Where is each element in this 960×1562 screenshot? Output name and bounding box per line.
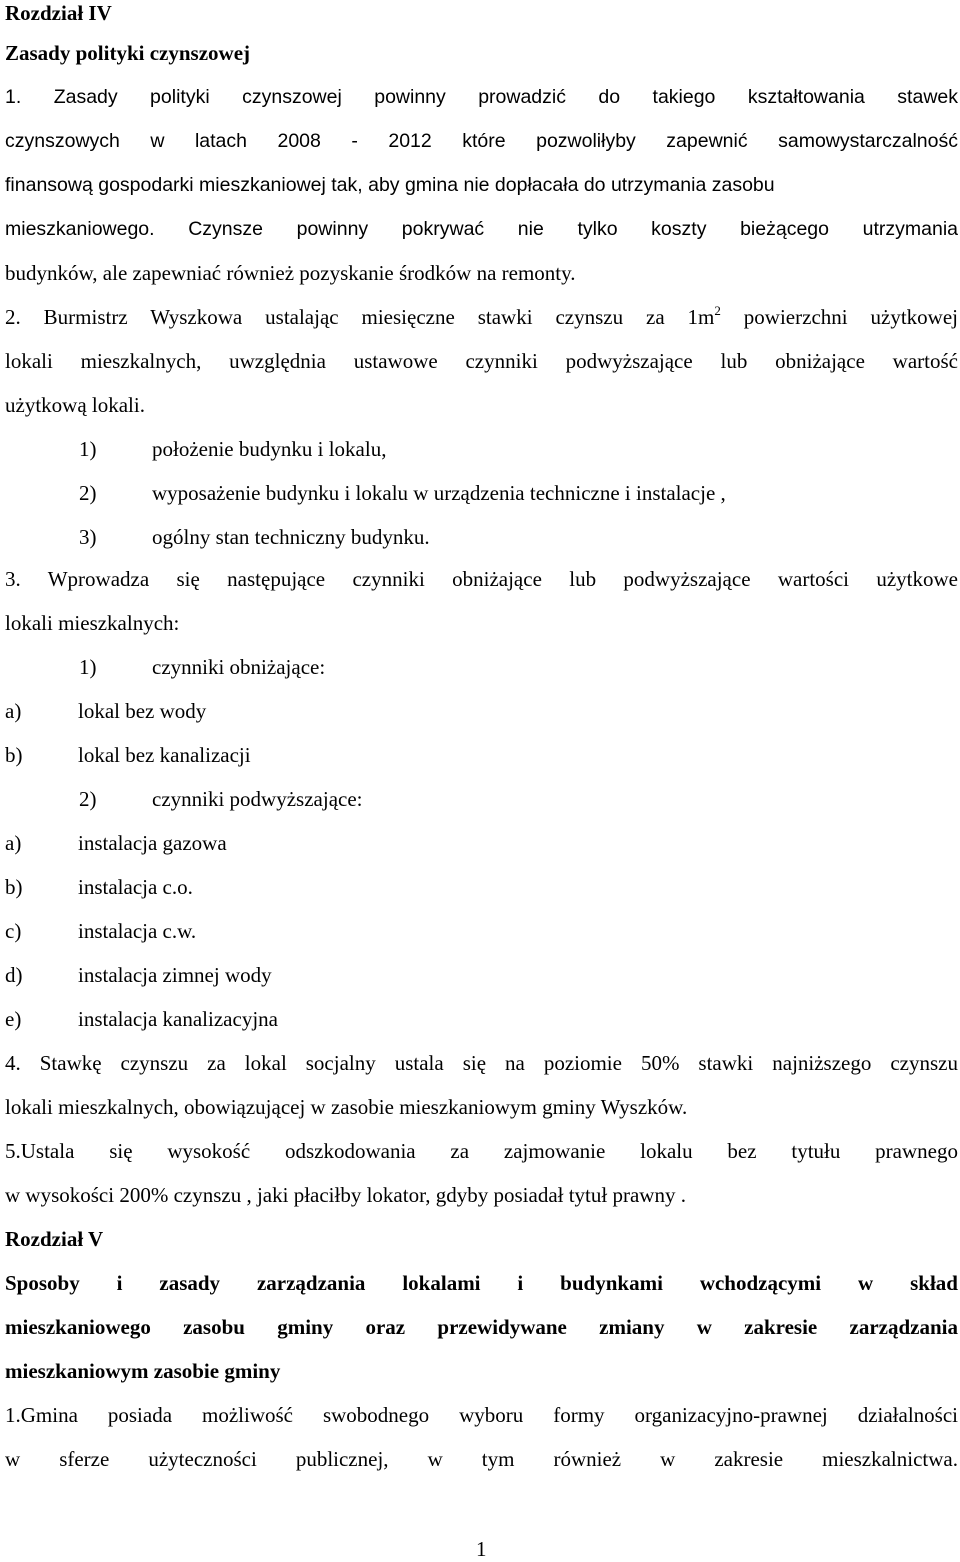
- factor-group-heading: [79, 654, 325, 680]
- factor-label: d): [5, 963, 23, 987]
- list-item: [79, 480, 726, 506]
- list-number: 2): [79, 481, 97, 505]
- factor-item: [5, 874, 193, 900]
- list-number: 1): [79, 437, 97, 461]
- paragraph-2-text-b: powierzchni użytkowej: [720, 305, 958, 329]
- factor-label: a): [5, 831, 22, 855]
- list-text: ogólny stan techniczny budynku.: [152, 525, 430, 549]
- factor-text: instalacja c.o.: [78, 875, 193, 899]
- factor-item: [5, 962, 272, 988]
- list-item: [79, 524, 430, 550]
- paragraph-1-line: mieszkaniowego. Czynsze powinny pokrywać nie tylko koszty bieżącego utrzymania: [5, 218, 958, 240]
- paragraph-1-line: 1. Zasady polityki czynszowej powinny prowadzić do takiego kształtowania stawek: [5, 86, 958, 108]
- factor-label: c): [5, 919, 22, 943]
- paragraph-2-line: [5, 304, 958, 333]
- factor-text: lokal bez kanalizacji: [78, 743, 251, 767]
- list-number: 3): [79, 525, 97, 549]
- chapter-4-heading: Rozdział IV: [5, 1, 112, 25]
- list-text: wyposażenie budynku i lokalu w urządzenia techniczne i instalacje ,: [152, 481, 726, 505]
- chapter-5-title-line: mieszkaniowym zasobie gminy: [5, 1359, 281, 1383]
- list-text: położenie budynku i lokalu,: [152, 437, 387, 461]
- chapter-5-paragraph-1-line: 1.Gmina posiada możliwość swobodnego wyboru formy organizacyjno-prawnej działalności: [5, 1403, 958, 1427]
- list-number: 2): [79, 787, 97, 811]
- chapter-5-paragraph-1-line: w sferze użyteczności publicznej, w tym również w zakresie mieszkalnictwa.: [5, 1447, 958, 1471]
- paragraph-2-line: lokali mieszkalnych, uwzględnia ustawowe czynniki podwyższające lub obniżające wartość: [5, 349, 958, 373]
- factor-item: [5, 830, 227, 856]
- factor-item: [5, 918, 196, 944]
- paragraph-4-line: 4. Stawkę czynszu za lokal socjalny ustala się na poziomie 50% stawki najniższego czynszu: [5, 1051, 958, 1075]
- factor-item: [5, 1006, 278, 1032]
- chapter-5-title-line: Sposoby i zasady zarządzania lokalami i budynkami wchodzącymi w skład: [5, 1271, 958, 1295]
- list-number: 1): [79, 655, 97, 679]
- factor-label: a): [5, 699, 22, 723]
- superscript-2: 2: [714, 303, 721, 318]
- factor-text: lokal bez wody: [78, 699, 207, 723]
- page-number: 1: [476, 1537, 487, 1561]
- paragraph-1-line: finansową gospodarki mieszkaniowej tak, aby gmina nie dopłacała do utrzymania zasobu: [5, 174, 775, 196]
- chapter-4-title: Zasady polityki czynszowej: [5, 41, 251, 65]
- paragraph-3-line: lokali mieszkalnych:: [5, 611, 180, 635]
- chapter-5-title-line: mieszkaniowego zasobu gminy oraz przewidywane zmiany w zakresie zarządzania: [5, 1315, 958, 1339]
- list-text: czynniki obniżające:: [152, 655, 326, 679]
- factor-text: instalacja c.w.: [78, 919, 197, 943]
- factor-group-heading: [79, 786, 363, 812]
- chapter-5-heading: Rozdział V: [5, 1227, 104, 1251]
- paragraph-3-line: 3. Wprowadza się następujące czynniki obniżające lub podwyższające wartości użytkowe: [5, 567, 958, 591]
- list-item: [79, 436, 386, 462]
- paragraph-1-line: czynszowych w latach 2008 - 2012 które pozwoliłyby zapewnić samowystarczalność: [5, 130, 958, 152]
- paragraph-2-text-a: 2. Burmistrz Wyszkowa ustalając miesięczne stawki czynszu za 1m: [5, 305, 715, 329]
- paragraph-1-line: budynków, ale zapewniać również pozyskanie środków na remonty.: [5, 261, 576, 285]
- factor-label: b): [5, 875, 23, 899]
- paragraph-4-line: lokali mieszkalnych, obowiązującej w zasobie mieszkaniowym gminy Wyszków.: [5, 1095, 688, 1119]
- paragraph-2-line: użytkową lokali.: [5, 393, 145, 417]
- factor-item: [5, 742, 251, 768]
- list-text: czynniki podwyższające:: [152, 787, 363, 811]
- factor-text: instalacja kanalizacyjna: [78, 1007, 278, 1031]
- factor-text: instalacja zimnej wody: [78, 963, 272, 987]
- factor-text: instalacja gazowa: [78, 831, 227, 855]
- factor-label: b): [5, 743, 23, 767]
- factor-item: [5, 698, 206, 724]
- paragraph-5-line: 5.Ustala się wysokość odszkodowania za zajmowanie lokalu bez tytułu prawnego: [5, 1139, 958, 1163]
- factor-label: e): [5, 1007, 22, 1031]
- paragraph-5-line: w wysokości 200% czynszu , jaki płaciłby lokator, gdyby posiadał tytuł prawny .: [5, 1183, 686, 1207]
